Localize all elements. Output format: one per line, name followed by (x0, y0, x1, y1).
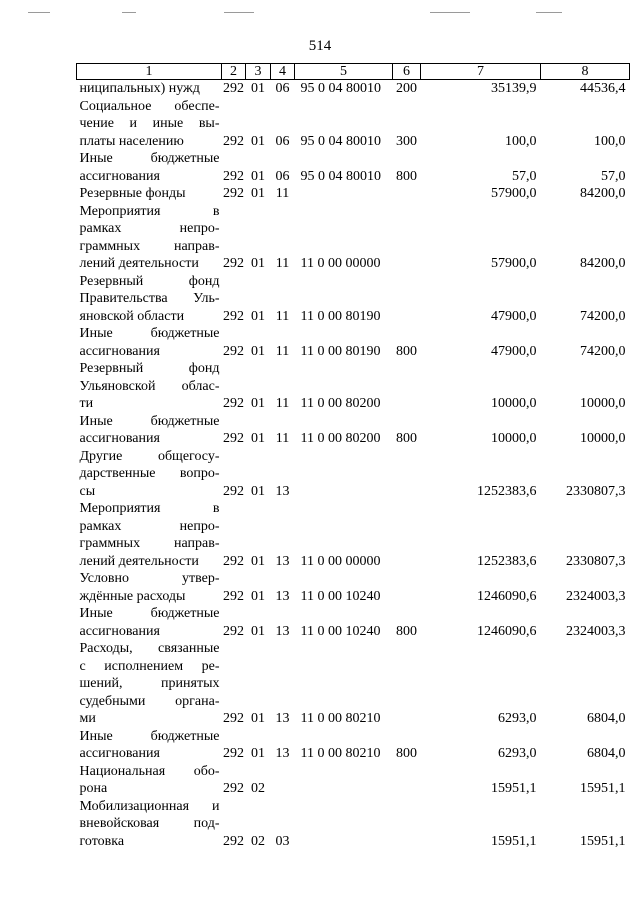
amount-col-7: 35139,9 (491, 81, 537, 96)
amount-col-8: 74200,0 (580, 308, 626, 324)
expense-type-code: 800 (396, 623, 417, 639)
item-name (77, 763, 222, 798)
item-name-line: Расходы, связанные (79, 641, 220, 656)
item-name-line: дарственные вопро- (79, 466, 220, 481)
code-col-3: 01 (251, 256, 265, 271)
item-name (77, 448, 222, 501)
code-col-2: 292 (223, 168, 244, 184)
expense-type-code (393, 798, 421, 851)
code-col-2: 292 (223, 781, 244, 796)
scan-speck (224, 12, 254, 13)
item-name (77, 80, 222, 98)
target-article-code (295, 763, 393, 798)
expense-type-code (393, 763, 421, 798)
code-col-4: 11 (275, 343, 290, 359)
code-col-4: 13 (275, 588, 290, 604)
code-col-3: 01 (251, 186, 265, 201)
item-name (77, 325, 222, 360)
code-col-4: 13 (275, 553, 290, 569)
page-number: 514 (308, 38, 332, 54)
amount-col-7: 47900,0 (491, 308, 537, 324)
code-col-3: 01 (251, 396, 265, 411)
amount-col-8: 6804,0 (587, 711, 626, 726)
target-article-code: 11 0 00 80210 (300, 711, 381, 726)
amount-col-8: 15951,1 (580, 833, 626, 849)
code-col-3: 01 (251, 588, 265, 604)
code-col-4: 11 (275, 256, 290, 271)
target-article-code (295, 798, 393, 851)
code-col-4 (271, 763, 295, 798)
item-name-line: Иные бюджетные (79, 606, 220, 621)
item-name-line: Мероприятия в (79, 203, 220, 219)
item-name-line: Правительства Уль- (79, 291, 220, 306)
item-name (77, 98, 222, 151)
header-col-8: 8 (541, 64, 630, 80)
item-name-line: ассигнования (79, 431, 160, 446)
scan-speck (28, 12, 50, 13)
item-name-line: Иные бюджетные (79, 413, 220, 429)
amount-col-8: 6804,0 (587, 746, 626, 761)
expense-type-code: 800 (396, 746, 417, 761)
amount-col-7: 15951,1 (491, 781, 537, 796)
table-row (77, 273, 630, 326)
item-name-line: ассигнования (79, 746, 160, 761)
item-name (77, 203, 222, 273)
item-name-line: рона (79, 781, 108, 796)
target-article-code: 11 0 00 80210 (300, 746, 381, 761)
item-name (77, 413, 222, 448)
expense-type-code (393, 273, 421, 326)
item-name (77, 640, 222, 728)
table-row (77, 98, 630, 151)
amount-col-7: 1252383,6 (477, 483, 537, 499)
budget-table (76, 63, 630, 850)
code-col-4: 13 (275, 483, 290, 499)
item-name (77, 185, 222, 203)
target-article-code: 95 0 04 80010 (300, 133, 381, 149)
item-name-line: яновской области (79, 308, 185, 324)
amount-col-8: 74200,0 (580, 343, 626, 359)
scan-speck (430, 12, 470, 13)
code-col-2: 292 (223, 396, 244, 411)
expense-type-code: 800 (396, 343, 417, 359)
code-col-4: 13 (275, 746, 290, 761)
item-name-line: с исполнением ре- (79, 658, 220, 674)
amount-col-8: 100,0 (594, 133, 626, 149)
code-col-2: 292 (223, 431, 244, 446)
code-col-2: 292 (223, 186, 244, 201)
table-row (77, 150, 630, 185)
amount-col-8: 2330807,3 (566, 483, 626, 499)
code-col-3: 01 (251, 553, 265, 569)
target-article-code: 95 0 04 80010 (300, 81, 381, 96)
expense-type-code (393, 640, 421, 728)
target-article-code: 11 0 00 80190 (300, 308, 381, 324)
item-name-line: рамках непро- (79, 221, 220, 236)
code-col-2: 292 (223, 746, 244, 761)
item-name (77, 605, 222, 640)
table-body (77, 80, 630, 851)
item-name (77, 360, 222, 413)
target-article-code (295, 448, 393, 501)
item-name-line: ниципальных) нужд (79, 81, 200, 96)
code-col-2: 292 (223, 588, 244, 604)
target-article-code: 11 0 00 80200 (300, 431, 381, 446)
code-col-3: 01 (251, 431, 265, 446)
expense-type-code (393, 203, 421, 273)
header-col-6: 6 (393, 64, 421, 80)
amount-col-7: 6293,0 (498, 746, 537, 761)
code-col-4: 06 (275, 81, 290, 96)
amount-col-8: 57,0 (601, 168, 626, 184)
code-col-2: 292 (223, 483, 244, 499)
code-col-3: 02 (251, 781, 265, 796)
code-col-3: 01 (251, 711, 265, 726)
table-row (77, 640, 630, 728)
code-col-3: 01 (251, 308, 265, 324)
code-col-4: 13 (275, 623, 290, 639)
item-name-line: шений, принятых (79, 676, 220, 691)
item-name (77, 570, 222, 605)
item-name-line: чение и иные вы- (79, 116, 220, 131)
table-row (77, 728, 630, 763)
scan-speck (122, 12, 136, 13)
amount-col-7: 1246090,6 (477, 588, 537, 604)
code-col-2: 292 (223, 256, 244, 271)
code-col-2: 292 (223, 711, 244, 726)
scan-speck (536, 12, 562, 13)
item-name-line: Ульяновской облас- (79, 378, 220, 394)
target-article-code (295, 185, 393, 203)
table-row (77, 325, 630, 360)
code-col-3: 02 (251, 833, 265, 849)
code-col-2: 292 (223, 553, 244, 569)
expense-type-code: 800 (396, 431, 417, 446)
code-col-4: 11 (275, 396, 290, 411)
target-article-code: 11 0 00 80190 (300, 343, 381, 359)
item-name-line: ассигнования (79, 168, 160, 184)
amount-col-7: 57900,0 (491, 186, 537, 201)
table-row (77, 500, 630, 570)
code-col-4: 11 (275, 308, 290, 324)
header-row (77, 64, 630, 80)
table-row (77, 203, 630, 273)
amount-col-8: 10000,0 (580, 431, 626, 446)
item-name-line: платы населению (79, 133, 184, 149)
table-row (77, 605, 630, 640)
expense-type-code (393, 570, 421, 605)
header-col-4: 4 (271, 64, 295, 80)
amount-col-8: 15951,1 (580, 781, 626, 796)
table-row (77, 185, 630, 203)
item-name (77, 500, 222, 570)
item-name-line: сы (79, 483, 96, 499)
header-col-7: 7 (421, 64, 541, 80)
item-name-line: граммных направ- (79, 536, 220, 551)
table-row (77, 570, 630, 605)
table-row (77, 80, 630, 98)
code-col-4: 13 (275, 711, 290, 726)
item-name-line: готовка (79, 833, 125, 849)
target-article-code: 11 0 00 00000 (300, 553, 381, 569)
item-name-line: ассигнования (79, 623, 160, 639)
target-article-code: 11 0 00 80200 (300, 396, 381, 411)
header-col-1: 1 (77, 64, 222, 80)
table-row (77, 448, 630, 501)
item-name-line: ми (79, 711, 96, 726)
item-name-line: Мобилизационная и (79, 798, 220, 814)
amount-col-8: 84200,0 (580, 186, 626, 201)
item-name-line: судебными органа- (79, 693, 220, 709)
amount-col-8: 2330807,3 (566, 553, 626, 569)
code-col-2: 292 (223, 81, 244, 96)
item-name-line: Мероприятия в (79, 501, 220, 516)
amount-col-7: 6293,0 (498, 711, 537, 726)
amount-col-8: 2324003,3 (566, 623, 626, 639)
item-name-line: граммных направ- (79, 238, 220, 254)
item-name-line: ти (79, 396, 94, 411)
code-col-3: 01 (251, 133, 265, 149)
amount-col-7: 57,0 (512, 168, 537, 184)
code-col-2: 292 (223, 833, 244, 849)
item-name (77, 798, 222, 851)
header-col-2: 2 (222, 64, 246, 80)
target-article-code: 11 0 00 00000 (300, 256, 381, 271)
amount-col-7: 100,0 (505, 133, 537, 149)
code-col-2: 292 (223, 623, 244, 639)
amount-col-8: 10000,0 (580, 396, 626, 411)
code-col-2: 292 (223, 343, 244, 359)
table-row (77, 360, 630, 413)
header-col-3: 3 (246, 64, 271, 80)
amount-col-7: 57900,0 (491, 256, 537, 271)
table-row (77, 413, 630, 448)
code-col-4: 11 (275, 431, 290, 446)
target-article-code: 95 0 04 80010 (300, 168, 381, 184)
amount-col-8: 84200,0 (580, 256, 626, 271)
item-name-line: Резервные фонды (79, 186, 186, 201)
item-name-line: Социальное обеспе- (79, 98, 220, 114)
code-col-2: 292 (223, 308, 244, 324)
amount-col-7: 1246090,6 (477, 623, 537, 639)
code-col-3: 01 (251, 483, 265, 499)
code-col-2: 292 (223, 133, 244, 149)
item-name-line: Иные бюджетные (79, 151, 220, 166)
amount-col-8: 44536,4 (580, 81, 626, 96)
amount-col-7: 10000,0 (491, 431, 537, 446)
item-name-line: Условно утвер- (79, 571, 220, 586)
item-name (77, 150, 222, 185)
item-name (77, 273, 222, 326)
table-row (77, 798, 630, 851)
item-name-line: Резервный фонд (79, 273, 220, 289)
code-col-3: 01 (251, 623, 265, 639)
code-col-4: 06 (275, 168, 290, 184)
item-name-line: рамках непро- (79, 518, 220, 534)
amount-col-7: 47900,0 (491, 343, 537, 359)
item-name-line: лений деятельности (79, 256, 199, 271)
header-col-5: 5 (295, 64, 393, 80)
item-name-line: Иные бюджетные (79, 728, 220, 744)
item-name-line: Другие общегосу- (79, 448, 220, 464)
item-name-line: ассигнования (79, 343, 160, 359)
expense-type-code: 300 (396, 133, 417, 149)
item-name-line: Национальная обо- (79, 763, 220, 779)
code-col-3: 01 (251, 81, 265, 96)
item-name-line: вневойсковая под- (79, 816, 220, 831)
expense-type-code (393, 448, 421, 501)
code-col-3: 01 (251, 168, 265, 184)
code-col-4: 03 (275, 833, 290, 849)
amount-col-7: 1252383,6 (477, 553, 537, 569)
amount-col-7: 10000,0 (491, 396, 537, 411)
code-col-4: 11 (275, 186, 290, 201)
target-article-code: 11 0 00 10240 (300, 623, 381, 639)
expense-type-code (393, 500, 421, 570)
expense-type-code: 200 (396, 81, 417, 96)
code-col-3: 01 (251, 343, 265, 359)
code-col-3: 01 (251, 746, 265, 761)
item-name-line: Резервный фонд (79, 361, 220, 376)
table-row (77, 763, 630, 798)
expense-type-code: 800 (396, 168, 417, 184)
code-col-4: 06 (275, 133, 290, 149)
item-name-line: ждённые расходы (79, 588, 186, 604)
item-name-line: лений деятельности (79, 553, 199, 569)
target-article-code: 11 0 00 10240 (300, 588, 381, 604)
expense-type-code (393, 185, 421, 203)
item-name-line: Иные бюджетные (79, 326, 220, 341)
amount-col-8: 2324003,3 (566, 588, 626, 604)
amount-col-7: 15951,1 (491, 833, 537, 849)
expense-type-code (393, 360, 421, 413)
item-name (77, 728, 222, 763)
